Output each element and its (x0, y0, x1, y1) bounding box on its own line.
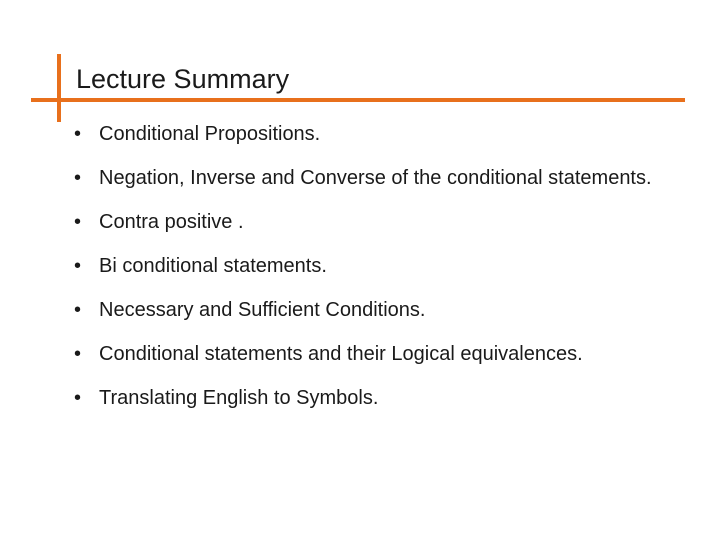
bullet-text: Contra positive . (99, 211, 244, 233)
bullet-dot-icon: • (74, 255, 82, 277)
bullet-list (72, 121, 692, 429)
bullet-text: Conditional Propositions. (99, 123, 321, 145)
bullet-dot-icon: • (74, 299, 82, 321)
bullet-item (72, 385, 692, 411)
bullet-dot-icon: • (74, 387, 82, 409)
bullet-dot-icon: • (74, 343, 82, 365)
title-accent-horizontal-bar (31, 98, 685, 102)
bullet-dot-icon: • (74, 211, 82, 233)
bullet-item (72, 341, 692, 367)
bullet-dot-icon: • (74, 167, 82, 189)
bullet-text: Negation, Inverse and Converse of the conditional statements. (99, 167, 652, 189)
slide-title: Lecture Summary (76, 64, 290, 94)
bullet-item (72, 297, 692, 323)
bullet-dot-icon: • (74, 123, 82, 145)
bullet-text: Translating English to Symbols. (99, 387, 379, 409)
bullet-item (72, 121, 692, 147)
title-accent-vertical-bar (57, 54, 61, 122)
bullet-text: Necessary and Sufficient Conditions. (99, 299, 426, 321)
bullet-text: Bi conditional statements. (99, 255, 327, 277)
bullet-item (72, 209, 692, 235)
bullet-text: Conditional statements and their Logical equivalences. (99, 343, 583, 365)
bullet-item (72, 165, 692, 191)
bullet-item (72, 253, 692, 279)
